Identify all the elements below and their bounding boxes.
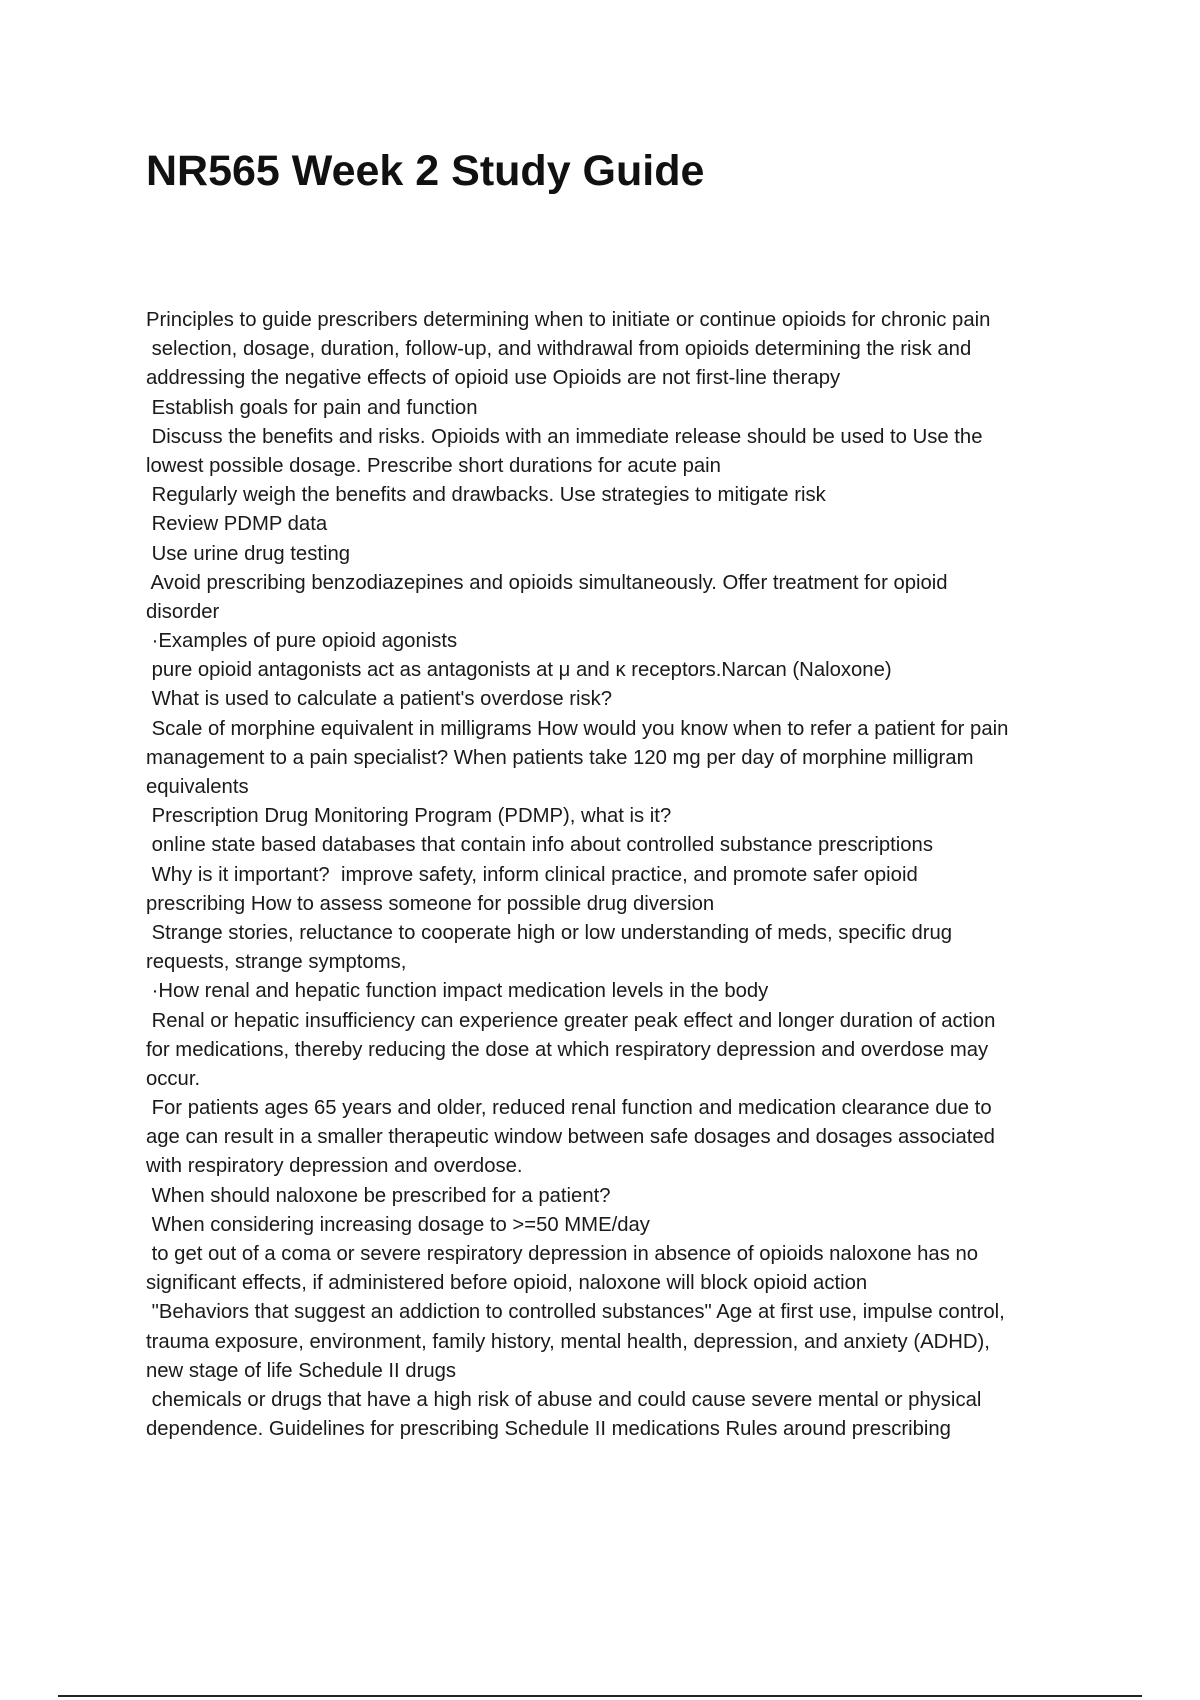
text-line: disorder [146, 600, 220, 623]
text-line: requests, strange symptoms, [146, 951, 407, 974]
text-line: lowest possible dosage. Prescribe short durations for acute pain [146, 454, 721, 477]
text-line: Review PDMP data [146, 513, 328, 536]
text-line: trauma exposure, environment, family history, mental health, depression, and anxiety (ADHD), [146, 1330, 990, 1353]
text-line: Scale of morphine equivalent in milligrams How would you know when to refer a patient for pain [146, 717, 1009, 740]
text-line: prescribing How to assess someone for possible drug diversion [146, 892, 715, 915]
text-line: Renal or hepatic insufficiency can experience greater peak effect and longer duration of action [146, 1009, 996, 1032]
text-line: Regularly weigh the benefits and drawbacks. Use strategies to mitigate risk [146, 484, 826, 507]
text-line: chemicals or drugs that have a high risk of abuse and could cause severe mental or physical [146, 1388, 982, 1411]
text-line: dependence. Guidelines for prescribing Schedule II medications Rules around prescribing [146, 1418, 951, 1441]
text-line: Use urine drug testing [146, 542, 351, 565]
text-line: selection, dosage, duration, follow-up, and withdrawal from opioids determining the risk and [146, 338, 972, 361]
page-title: NR565 Week 2 Study Guide [146, 147, 705, 195]
text-line: When should naloxone be prescribed for a patient? [146, 1184, 611, 1207]
text-line: ·How renal and hepatic function impact medication levels in the body [146, 980, 769, 1003]
text-line: Establish goals for pain and function [146, 396, 478, 419]
text-line: age can result in a smaller therapeutic window between safe dosages and dosages associated [146, 1126, 995, 1149]
text-line: significant effects, if administered before opioid, naloxone will block opioid action [146, 1272, 868, 1295]
text-line: When considering increasing dosage to >=50 MME/day [146, 1213, 650, 1236]
text-line: occur. [146, 1067, 201, 1090]
text-line: addressing the negative effects of opioid use Opioids are not first-line therapy [146, 367, 841, 390]
text-line: to get out of a coma or severe respiratory depression in absence of opioids naloxone has no [146, 1243, 979, 1265]
footer-divider [58, 1695, 1142, 1697]
text-line: with respiratory depression and overdose. [146, 1155, 523, 1178]
text-line: new stage of life Schedule II drugs [146, 1359, 457, 1382]
text-line: pure opioid antagonists act as antagonists at μ and κ receptors.Narcan (Naloxone) [146, 659, 892, 682]
text-line: online state based databases that contain info about controlled substance prescriptions [146, 834, 933, 857]
text-line: For patients ages 65 years and older, reduced renal function and medication clearance due to [146, 1097, 992, 1120]
text-line: "Behaviors that suggest an addiction to controlled substances" Age at first use, impulse control, [146, 1301, 1005, 1324]
text-line: Discuss the benefits and risks. Opioids with an immediate release should be used to Use the [146, 425, 983, 448]
text-line: ·Examples of pure opioid agonists [146, 630, 458, 653]
text-line: Principles to guide prescribers determining when to initiate or continue opioids for chronic pain [146, 309, 991, 331]
text-line: Avoid prescribing benzodiazepines and opioids simultaneously. Offer treatment for opioid [146, 571, 948, 594]
text-line: Strange stories, reluctance to cooperate high or low understanding of meds, specific drug [146, 921, 953, 944]
text-line: for medications, thereby reducing the dose at which respiratory depression and overdose may [146, 1038, 989, 1061]
document-body [146, 306, 1096, 1444]
text-line: equivalents [146, 776, 249, 798]
text-line: What is used to calculate a patient's overdose risk? [146, 688, 613, 711]
text-line: Why is it important? improve safety, inform clinical practice, and promote safer opioid [146, 863, 918, 886]
text-line: management to a pain specialist? When patients take 120 mg per day of morphine milligram [146, 746, 974, 769]
text-line: Prescription Drug Monitoring Program (PDMP), what is it? [146, 805, 672, 828]
